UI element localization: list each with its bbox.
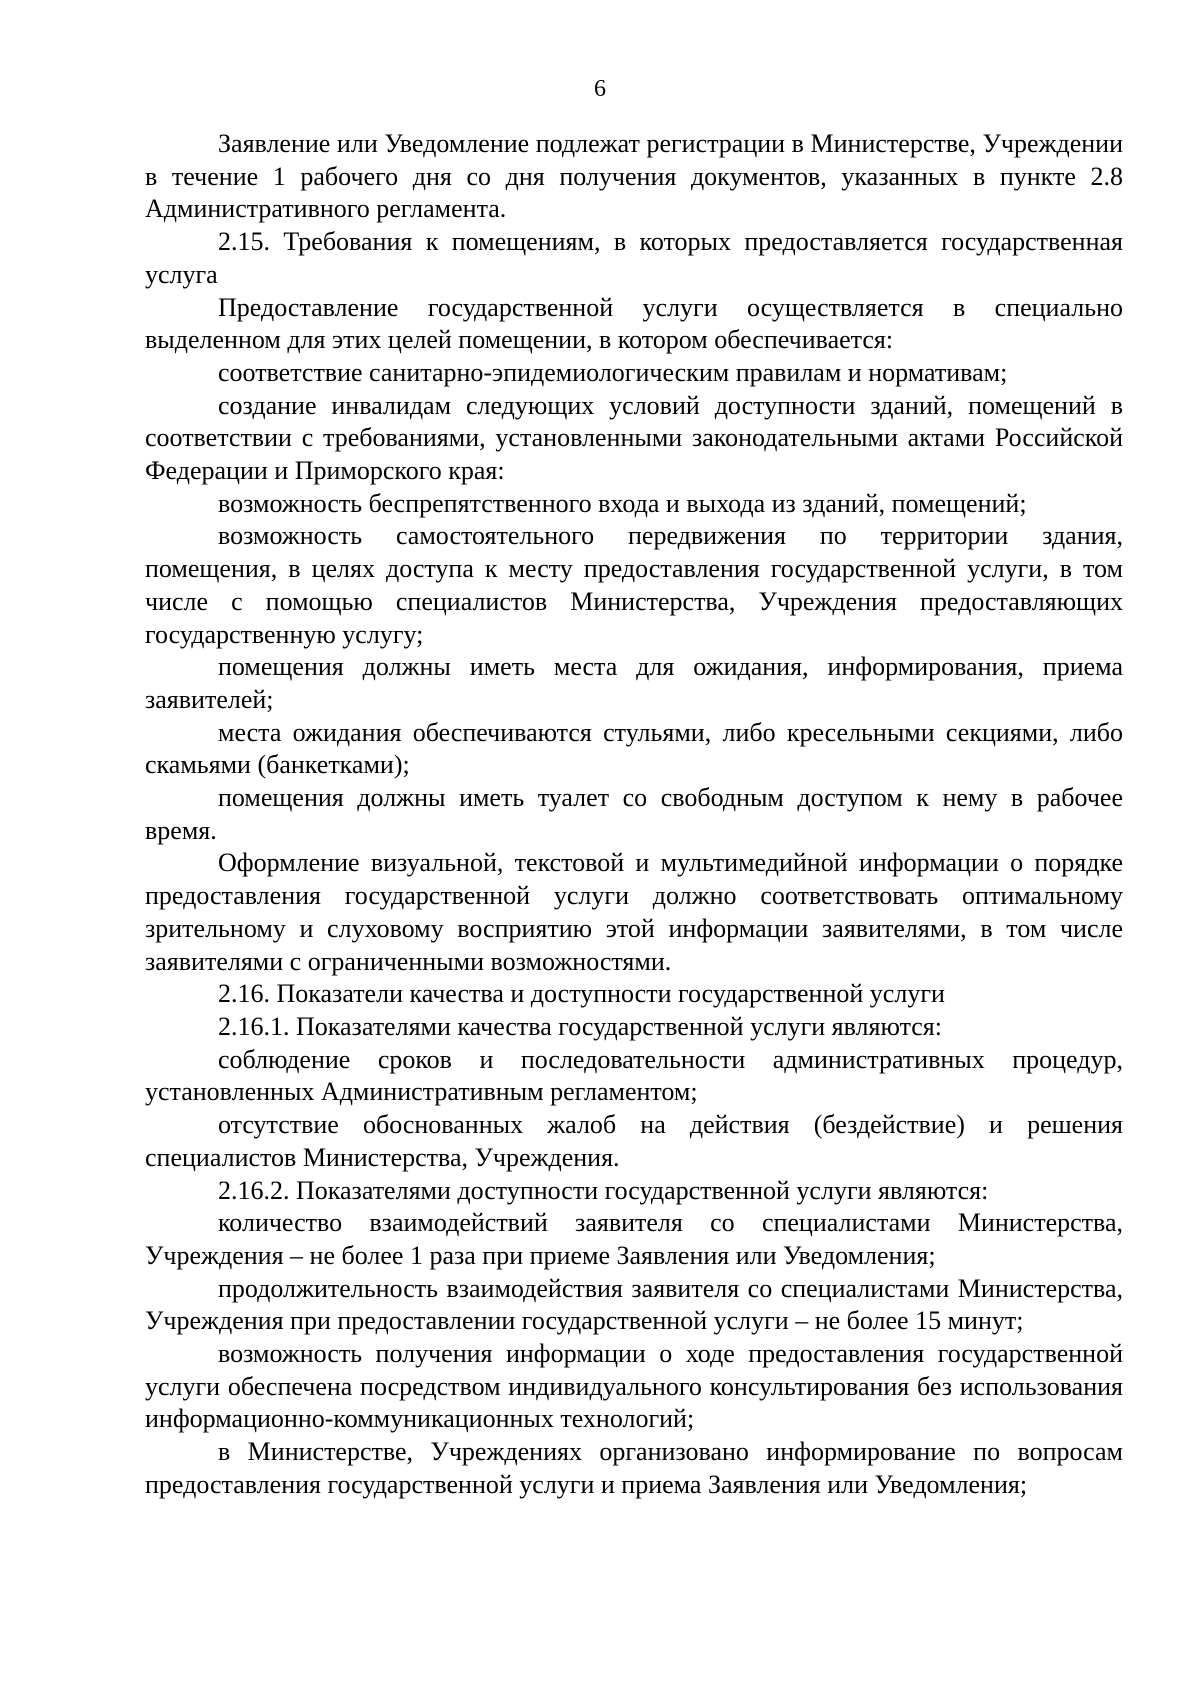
list-item-waiting-places: помещения должны иметь места для ожидания, информирования, приема заявителей;	[145, 652, 1123, 714]
list-item-deadlines: соблюдение сроков и последовательности административных процедур, установленных Административным регламентом;	[145, 1044, 1123, 1107]
page-number: 6	[594, 76, 606, 102]
paragraph-information-design: Оформление визуальной, текстовой и мультимедийной информации о порядке предоставления государственной услуги должно соответствовать оптимальному зрительному и слуховому восприятию этой информации заявителями, в том числе заявителями с ограниченными возможностями.	[145, 848, 1123, 976]
list-item-entry-exit: возможность беспрепятственного входа и выхода из зданий, помещений;	[218, 488, 1027, 518]
list-item-progress-info: возможность получения информации о ходе предоставления государственной услуги обеспечена посредством индивидуального консультирования без использования информационно-коммуникационных технологий;	[145, 1339, 1123, 1434]
list-item-sanitary: соответствие санитарно-эпидемиологическим правилам и нормативам;	[218, 357, 1008, 387]
list-item-seating: места ожидания обеспечиваются стульями, либо кресельными секциями, либо скамьями (банкетками);	[145, 717, 1123, 780]
list-item-interaction-duration: продолжительность взаимодействия заявителя со специалистами Министерства, Учреждения при предоставлении государственной услуги – не более 15 минут;	[145, 1273, 1123, 1336]
list-item-informing: в Министерстве, Учреждениях организовано информирование по вопросам предоставления государственной услуги и приема Заявления или Уведомления;	[145, 1437, 1123, 1499]
document-body	[145, 128, 1123, 1502]
paragraph-premises: Предоставление государственной услуги осуществляется в специально выделенном для этих целей помещении, в котором обеспечивается:	[145, 292, 1123, 355]
list-item-movement: возможность самостоятельного передвижения по территории здания, помещения, в целях доступа к месту предоставления государственной услуги, в том числе с помощью специалистов Министерства, Учреждения предоставляющих государственную услугу;	[145, 521, 1123, 649]
section-heading-2-15: 2.15. Требования к помещениям, в которых предоставляется государственная услуга	[145, 227, 1123, 289]
section-heading-2-16-1: 2.16.1. Показателями качества государственной услуги являются:	[218, 1011, 942, 1041]
section-heading-2-16: 2.16. Показатели качества и доступности государственной услуги	[218, 979, 945, 1009]
list-item-interactions-count: количество взаимодействий заявителя со специалистами Министерства, Учреждения – не более 1 раза при приеме Заявления или Уведомления;	[145, 1208, 1123, 1270]
list-item-complaints: отсутствие обоснованных жалоб на действия (бездействие) и решения специалистов Министерства, Учреждения.	[145, 1110, 1123, 1172]
list-item-toilet: помещения должны иметь туалет со свободным доступом к нему в рабочее время.	[145, 783, 1123, 845]
paragraph-registration: Заявление или Уведомление подлежат регистрации в Министерстве, Учреждении в течение 1 рабочего дня со дня получения документов, указанных в пункте 2.8 Административного регламента.	[145, 129, 1123, 224]
list-item-accessibility: создание инвалидам следующих условий доступности зданий, помещений в соответствии с требованиями, установленными законодательными актами Российской Федерации и Приморского края:	[145, 390, 1123, 486]
section-heading-2-16-2: 2.16.2. Показателями доступности государственной услуги являются:	[218, 1175, 989, 1205]
